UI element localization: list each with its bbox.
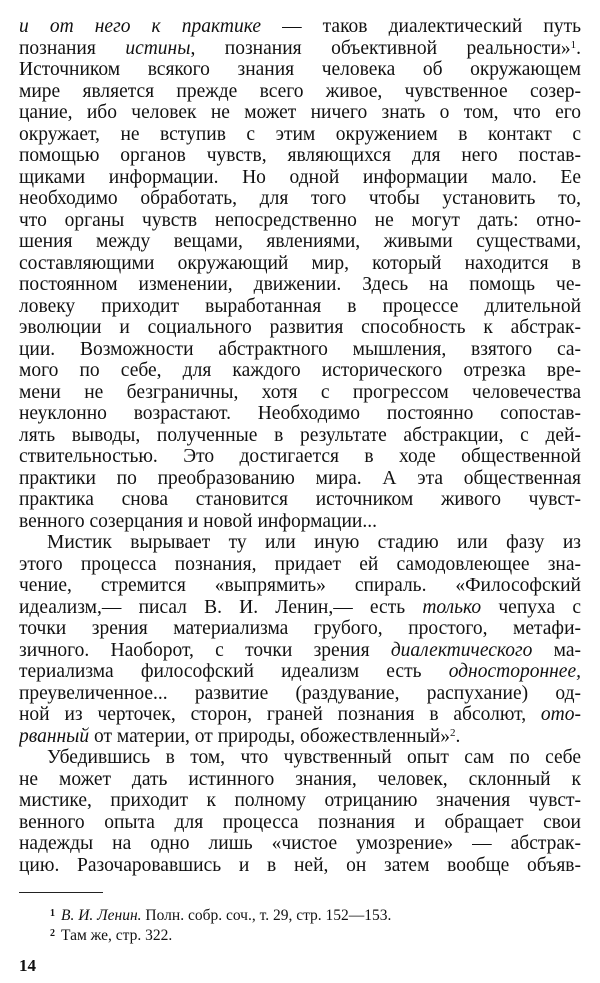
emphasis-text: и от него к практике bbox=[19, 16, 261, 37]
page-number: 14 bbox=[19, 956, 36, 975]
footnote-text: Полн. собр. соч., т. 29, стр. 152—153. bbox=[141, 907, 392, 924]
text-line bbox=[19, 38, 581, 60]
text-segment: точки зрения материализма грубого, простого, метафи- bbox=[19, 618, 581, 639]
text-segment: надежды на одно лишь «чистое умозрение» — абстрак- bbox=[19, 833, 581, 854]
text-line bbox=[19, 16, 581, 38]
text-segment: мистике, приходит к полному отрицанию значения чувст- bbox=[19, 790, 581, 811]
text-line bbox=[19, 210, 581, 232]
text-segment: окружает, не вступив с этим окружением в контакт с bbox=[19, 123, 581, 145]
text-line bbox=[19, 833, 581, 855]
text-segment: — таков диалектический путь bbox=[260, 16, 581, 37]
text-line bbox=[19, 296, 581, 318]
body-text bbox=[19, 16, 581, 876]
text-segment: практики по преобразованию мира. А эта общественная bbox=[19, 467, 581, 489]
text-line bbox=[19, 425, 581, 447]
text-line bbox=[19, 855, 581, 877]
text-line bbox=[19, 747, 581, 769]
text-segment: Убедившись в том, что чувственный опыт сам по себе bbox=[47, 747, 581, 768]
text-line bbox=[19, 683, 581, 705]
footnote-ref: 2 bbox=[450, 726, 456, 739]
text-line bbox=[19, 726, 581, 748]
text-line bbox=[19, 446, 581, 468]
text-segment: лять выводы, полученные в результате абстракции, с дей- bbox=[19, 424, 581, 446]
emphasis-text: одностороннее, bbox=[448, 661, 581, 682]
text-line bbox=[19, 339, 581, 361]
text-segment: цание, ибо человек не может ничего знать о том, что его bbox=[19, 102, 581, 123]
text-segment: , познания объективной реальности» bbox=[190, 37, 571, 59]
text-segment: неуклонно возрастают. Необходимо постоянно сопостав- bbox=[19, 403, 581, 424]
text-line bbox=[19, 640, 581, 662]
text-segment: практика снова становится источником живого чувст- bbox=[19, 489, 581, 510]
text-segment: ствительностью. Это достигается в ходе общественной bbox=[19, 446, 581, 467]
text-line bbox=[19, 145, 581, 167]
text-segment: помощью органов чувств, являющихся для него постав- bbox=[19, 145, 581, 166]
footnote-number: 1 bbox=[50, 908, 55, 919]
text-segment: ной из черточек, сторон, граней познания в абсолют, bbox=[19, 704, 541, 725]
footnote bbox=[50, 924, 391, 944]
text-segment: щиками информации. Но одной информации мало. Ее bbox=[19, 166, 581, 188]
text-line bbox=[19, 812, 581, 834]
text-line bbox=[19, 489, 581, 511]
text-line bbox=[19, 618, 581, 640]
footnote-text: Там же, стр. 322. bbox=[61, 927, 173, 944]
footnote-divider bbox=[19, 892, 103, 893]
text-line bbox=[19, 317, 581, 339]
text-segment: ловеку приходит выработанная в процессе длительной bbox=[19, 295, 581, 317]
text-segment: эволюции и социального развития способность к абстрак- bbox=[19, 317, 581, 338]
text-line bbox=[19, 81, 581, 103]
text-segment: составляющими окружающий мир, который находится в bbox=[19, 252, 581, 274]
text-line bbox=[19, 661, 581, 683]
text-line bbox=[19, 167, 581, 189]
text-segment: венного опыта для процесса познания и обращает свои bbox=[19, 811, 581, 833]
text-segment: . bbox=[576, 37, 581, 59]
text-segment: шения между вещами, явлениями, живыми существами, bbox=[19, 231, 581, 252]
emphasis-text: истины bbox=[125, 37, 191, 59]
text-line bbox=[19, 274, 581, 296]
footnote-number: 2 bbox=[50, 928, 55, 939]
text-segment: мире является прежде всего живое, чувственное созер- bbox=[19, 80, 581, 102]
text-line bbox=[19, 403, 581, 425]
text-segment: от материи, от природы, обожествленный» bbox=[89, 725, 450, 747]
text-segment: этого процесса познания, придает ей самодовлеющее зна- bbox=[19, 553, 581, 575]
footnote bbox=[50, 904, 391, 924]
text-line bbox=[19, 382, 581, 404]
text-line bbox=[19, 554, 581, 576]
footnote-ref: 1 bbox=[570, 38, 577, 51]
text-segment: зичного. Наоборот, с точки зрения bbox=[19, 639, 391, 661]
text-line bbox=[19, 704, 581, 726]
text-segment: цию. Разочаровавшись и в ней, он затем вообще объяв- bbox=[19, 854, 581, 876]
emphasis-text: рванный bbox=[19, 725, 90, 747]
text-segment: постоянном изменении, движении. Здесь на помощь че- bbox=[19, 274, 581, 295]
emphasis-text: только bbox=[422, 596, 482, 618]
text-segment: преувеличенное... развитие (раздувание, распухание) од- bbox=[19, 682, 581, 704]
text-segment: ма- bbox=[532, 639, 581, 661]
text-segment: идеализм,— писал В. И. Ленин,— есть bbox=[19, 596, 423, 618]
text-line bbox=[19, 468, 581, 490]
text-segment: не может дать истинного знания, человек, склонный к bbox=[19, 768, 581, 790]
text-segment: что органы чувств непосредственно не могут дать: отно- bbox=[19, 209, 581, 231]
text-line bbox=[19, 575, 581, 597]
text-segment: . bbox=[455, 725, 461, 747]
text-segment: мого по себе, для каждого исторического отрезка вре- bbox=[19, 360, 581, 381]
text-segment: чение, стремится «выпрямить» спираль. «Философский bbox=[19, 575, 581, 596]
text-line bbox=[19, 59, 581, 81]
text-line bbox=[19, 253, 581, 275]
text-segment: Источником всякого знания человека об окружающем bbox=[19, 59, 581, 80]
text-line bbox=[19, 597, 581, 619]
emphasis-text: ото- bbox=[540, 704, 581, 725]
text-line bbox=[19, 360, 581, 382]
text-line bbox=[19, 790, 581, 812]
text-line bbox=[19, 102, 581, 124]
text-line bbox=[19, 231, 581, 253]
text-line bbox=[19, 532, 581, 554]
text-segment: мени не безграничны, хотя с прогрессом человечества bbox=[19, 381, 581, 403]
text-line bbox=[19, 511, 581, 533]
text-segment: чепуха с bbox=[481, 596, 581, 618]
text-line bbox=[19, 769, 581, 791]
emphasis-text: диалектического bbox=[390, 639, 533, 661]
text-segment: необходимо обработать, для того чтобы установить то, bbox=[19, 188, 581, 209]
text-line bbox=[19, 124, 581, 146]
footnotes bbox=[50, 904, 391, 944]
footnote-author: В. И. Ленин. bbox=[61, 907, 142, 924]
text-line bbox=[19, 188, 581, 210]
text-segment: венного созерцания и новой информации... bbox=[19, 510, 377, 532]
text-segment: ции. Возможности абстрактного мышления, взятого са- bbox=[19, 338, 581, 360]
text-segment: познания bbox=[19, 37, 126, 59]
text-segment: териализма философский идеализм есть bbox=[19, 661, 449, 682]
text-segment: Мистик вырывает ту или иную стадию или фазу из bbox=[47, 532, 581, 553]
